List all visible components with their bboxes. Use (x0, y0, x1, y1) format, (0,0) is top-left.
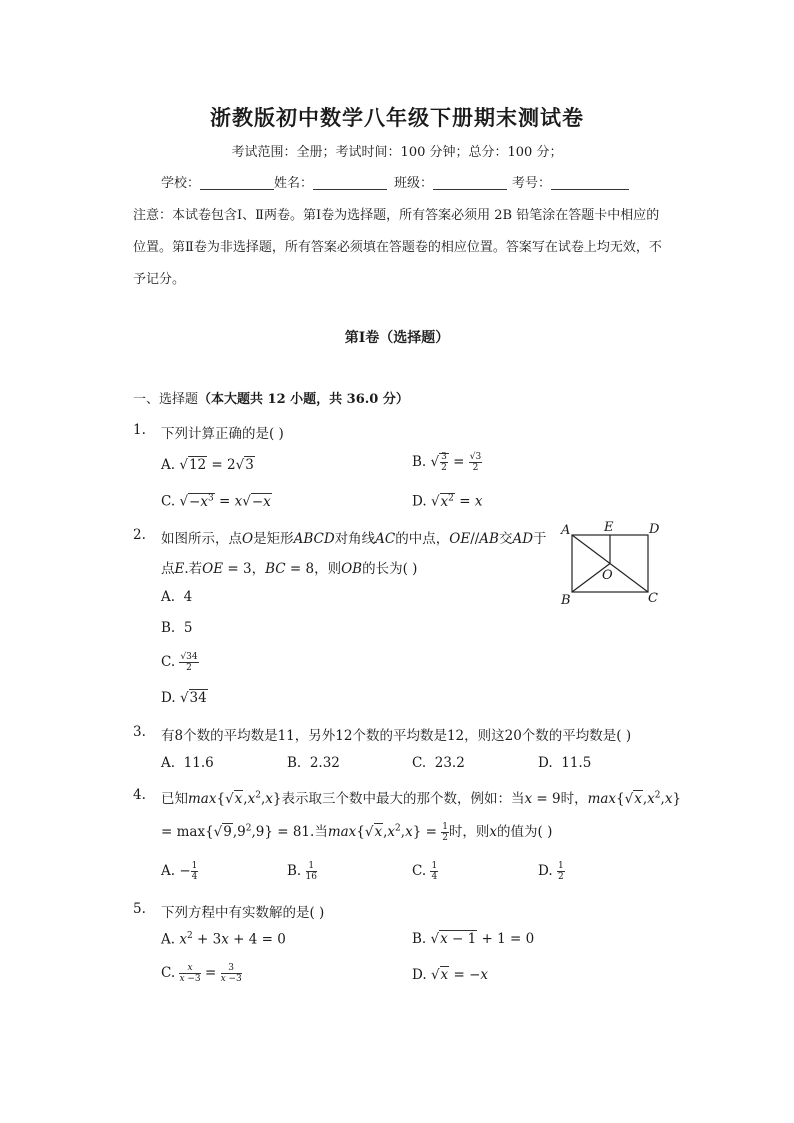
school-field (161, 172, 278, 191)
q2-option-d[interactable]: D. √34 (161, 690, 207, 706)
q1-option-a[interactable]: A. √12 = 2√3 (161, 457, 254, 473)
number-label: 考号： (512, 176, 552, 191)
q5-option-b[interactable]: B. √x − 1 + 1 = 0 (412, 931, 535, 947)
rectangle-figure (556, 518, 666, 608)
q3-option-c[interactable]: C. 23.2 (412, 755, 465, 771)
section-prefix: 一、选择题 (133, 392, 199, 407)
q5-number: 5. (133, 901, 146, 917)
q4-number: 4. (133, 787, 146, 803)
q2-stem-line1: 如图所示，点O是矩形ABCD对角线AC的中点，OE//AB交AD于 (161, 531, 547, 547)
exam-info: 考试范围：全册；考试时间：100 分钟；总分：100 分； (231, 145, 563, 160)
q2-option-c[interactable]: C. $\frac{√34}{2}$ (161, 652, 198, 673)
exam-title: 浙教版初中数学八年级下册期末测试卷 (210, 105, 584, 130)
q3-option-a[interactable]: A. 11.6 (161, 755, 214, 771)
q4-option-a[interactable]: A. − $\frac{1}{4}$ (161, 861, 198, 882)
class-label: 班级： (394, 176, 434, 191)
q2-option-b[interactable]: B. 5 (161, 620, 193, 636)
name-blank (313, 175, 387, 190)
number-blank (551, 175, 629, 190)
school-label: 学校： (161, 176, 201, 191)
q5-option-a[interactable]: A. $x^2 + 3x + 4 = 0$ (161, 931, 286, 948)
q1-number: 1. (133, 422, 146, 438)
q4-option-d[interactable]: D. $\frac{1}{2}$ (538, 861, 564, 882)
q1-option-c[interactable]: C. $√-x^3 = x√-x$ (161, 493, 271, 510)
q4-stem-line2: = $\max\{√9,9^2,9\} = 81$.当$\max\{√x,x^2,x\}$ = $\frac{1}{2}$ 时，则x的值为( ) (161, 822, 553, 843)
q2-stem-line2: 点E.若OE = 3，BC = 8，则OB的长为( ) (161, 561, 418, 577)
q3-option-d[interactable]: D. 11.5 (538, 755, 592, 771)
label-c: C (648, 591, 658, 606)
section-detail: （本大题共 12 小题，共 36.0 分） (198, 392, 409, 407)
q4-option-b[interactable]: B. $\frac{1}{16}$ (287, 861, 317, 882)
q2-number: 2. (133, 527, 146, 543)
q4-option-c[interactable]: C. $\frac{1}{4}$ (412, 861, 438, 882)
volume-title: 第Ⅰ卷（选择题） (344, 330, 450, 346)
q1-option-d[interactable]: D. $√x^2 = x$ (412, 493, 483, 510)
label-b: B (561, 593, 571, 608)
label-e: E (604, 520, 614, 535)
label-o: O (602, 568, 613, 583)
q1-option-b[interactable]: B. √ $\frac{3}{2}$ = $\frac{√3}{2}$ (412, 452, 482, 473)
q1-stem: 下列计算正确的是( ) (161, 426, 284, 442)
class-blank (433, 175, 507, 190)
section-heading (133, 388, 409, 407)
label-d: D (649, 522, 660, 537)
q5-stem: 下列方程中有实数解的是( ) (161, 905, 325, 921)
q3-stem: 有8个数的平均数是11，另外12个数的平均数是12，则这20个数的平均数是( ) (161, 728, 632, 744)
exam-notice: 注意：本试卷包含Ⅰ、Ⅱ两卷。第Ⅰ卷为选择题，所有答案必须用 2B 铅笔涂在答题卡中相应的位置。第Ⅱ卷为非选择题，所有答案必须填在答题卷的相应位置。答案写在试卷上均无效，不予记分。 (133, 208, 662, 287)
q5-option-d[interactable]: D. √x = −x (412, 967, 489, 983)
q5-option-c[interactable]: C. $\frac{x}{x -3}$ = $\frac{3}{x -3}$ (161, 963, 242, 984)
q3-option-b[interactable]: B. 2.32 (287, 755, 340, 771)
q4-stem-line1: 已知$\max\{√x,x^2,x\}$表示取三个数中最大的那个数，例如：当x = 9时，$\max\{√x,x^2,x\}$ (161, 790, 682, 807)
school-blank (200, 175, 274, 190)
q2-option-a[interactable]: A. 4 (161, 589, 193, 605)
name-field (274, 172, 391, 191)
class-field (394, 172, 511, 191)
number-field (512, 172, 633, 191)
name-label: 姓名： (274, 176, 314, 191)
label-a: A (561, 523, 571, 538)
q3-number: 3. (133, 724, 146, 740)
